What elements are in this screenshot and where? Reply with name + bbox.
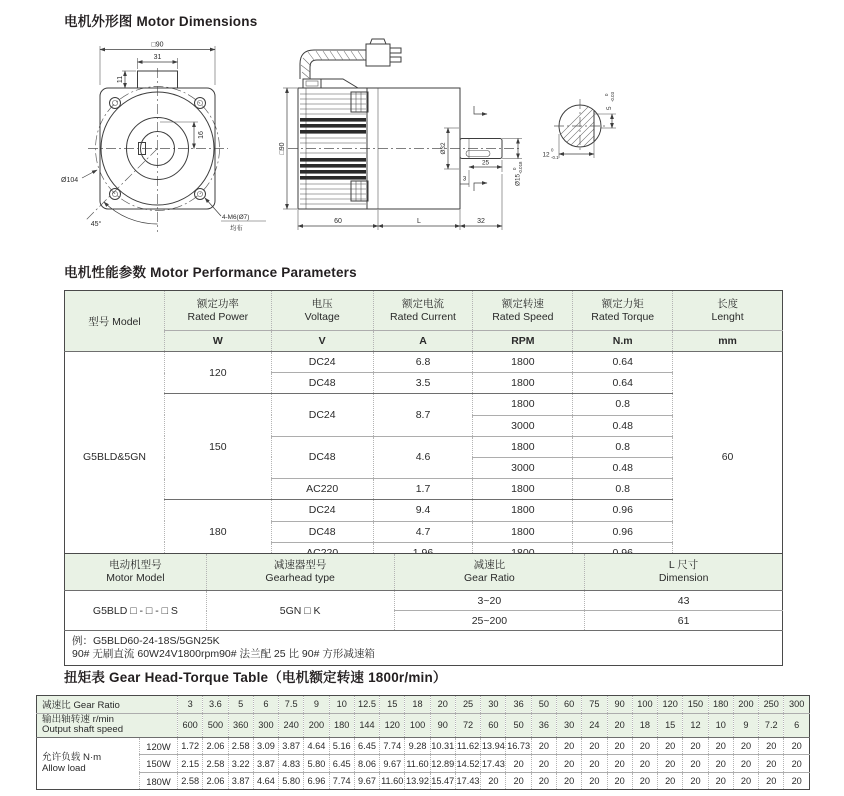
torque-load-cell: 4.64: [253, 772, 278, 790]
torque-load-cell: 20: [733, 755, 758, 773]
torque-load-cell: 20: [683, 737, 708, 755]
note-line-2: 90# 无刷直流 60W24V1800rpm90# 法兰配 25 比 90# 方形减速箱: [72, 648, 375, 660]
note-line-1: 例：G5BLD60-24-18S/5GN25K: [72, 634, 220, 647]
torque-load-cell: 17.43: [455, 772, 480, 790]
dim-label-shaft-len: 25: [481, 159, 490, 167]
dim-label-af-tol-hi: 0: [551, 147, 554, 153]
torque-load-cell: 10.31: [430, 737, 455, 755]
torque-speed-cell: 50: [506, 713, 531, 737]
torque-load-cell: 20: [784, 772, 810, 790]
perf-cell-torque: 0.96: [573, 500, 673, 521]
perf-model-value: G5BLD&5GN: [65, 352, 165, 564]
torque-load-cell: 20: [632, 755, 657, 773]
front-view-drawing: [61, 42, 266, 233]
dim-label-flat-tol-hi: 0: [604, 93, 609, 96]
torque-load-cell: 5.16: [329, 737, 354, 755]
perf-header-rated-power: [164, 291, 271, 331]
torque-load-cell: 20: [556, 755, 581, 773]
torque-ratio-cell: 60: [556, 696, 581, 714]
perf-cell-speed: 1800: [473, 500, 573, 521]
gearhead-ratio-value: 25~200: [394, 611, 585, 631]
torque-ratio-cell: 90: [607, 696, 632, 714]
perf-cell-current: 8.7: [373, 394, 473, 436]
perf-cell-voltage: DC24: [271, 352, 373, 373]
motor-dimensions-drawing: [60, 34, 760, 254]
torque-load-cell: 20: [506, 772, 531, 790]
dim-label-shaft-total: 32: [477, 218, 485, 225]
torque-ratio-cell: 150: [683, 696, 708, 714]
torque-speed-cell: 90: [430, 713, 455, 737]
perf-cell-voltage: DC24: [271, 394, 373, 436]
gearhead-header-dimension: [585, 554, 783, 591]
torque-speed-cell: 240: [279, 713, 304, 737]
torque-speed-cell: 36: [531, 713, 556, 737]
header-zh: 减速器型号: [273, 559, 327, 572]
gearhead-ratio-value: 3~20: [394, 591, 585, 611]
dim-label-box-height: 11: [117, 75, 124, 84]
torque-load-cell: 20: [607, 737, 632, 755]
torque-load-cell: 5.80: [304, 755, 329, 773]
torque-load-cell: 3.22: [228, 755, 253, 773]
torque-ratio-cell: 10: [329, 696, 354, 714]
torque-speed-cell: 60: [481, 713, 506, 737]
torque-load-cell: 20: [708, 755, 733, 773]
torque-load-cell: 6.96: [304, 772, 329, 790]
torque-load-cell: 1.72: [178, 737, 203, 755]
gearhead-dim-value: 61: [585, 611, 783, 631]
torque-ratio-cell: 9: [304, 696, 329, 714]
perf-header-voltage: [271, 291, 373, 331]
torque-row-label-ratio: 减速比 Gear Ratio: [37, 696, 178, 714]
shaft-section-drawing: [542, 91, 632, 160]
torque-power-180w: 180W: [140, 772, 178, 790]
torque-power-150w: 150W: [140, 755, 178, 773]
torque-load-cell: 2.15: [178, 755, 203, 773]
torque-load-cell: 20: [607, 772, 632, 790]
perf-cell-power: 120: [164, 352, 271, 394]
section-title-torque: 扭矩表 Gear Head-Torque Table（电机额定转速 1800r/min）: [64, 670, 447, 685]
header-zh: L 尺寸: [668, 559, 699, 572]
torque-load-cell: 20: [582, 737, 607, 755]
dim-label-af-tol-lo: -0.1: [551, 155, 559, 160]
perf-cell-current: 3.5: [373, 373, 473, 394]
perf-header-rated-current: [373, 291, 473, 331]
dim-label-side-square: □90: [279, 142, 286, 155]
perf-cell-speed: 3000: [473, 457, 573, 478]
header-en: Rated Speed: [492, 310, 554, 323]
torque-ratio-cell: 18: [405, 696, 430, 714]
perf-cell-voltage: AC220: [271, 479, 373, 500]
torque-ratio-cell: 20: [430, 696, 455, 714]
torque-ratio-cell: 25: [455, 696, 480, 714]
torque-load-cell: 11.60: [405, 755, 430, 773]
torque-load-cell: 20: [784, 737, 810, 755]
torque-ratio-cell: 120: [658, 696, 683, 714]
torque-speed-cell: 7.2: [759, 713, 784, 737]
dim-label-angle-45: 45°: [90, 221, 102, 228]
torque-load-cell: 3.87: [279, 737, 304, 755]
torque-load-cell: 9.28: [405, 737, 430, 755]
perf-unit-length: mm: [673, 331, 783, 352]
table-row: [37, 755, 810, 773]
perf-cell-torque: 0.8: [573, 394, 673, 415]
perf-length-value: 60: [673, 352, 783, 564]
torque-speed-cell: 24: [582, 713, 607, 737]
torque-load-cell: 20: [481, 772, 506, 790]
torque-ratio-cell: 250: [759, 696, 784, 714]
dim-label-flat: 5: [606, 106, 613, 110]
gearhead-header-gearhead-type: [206, 554, 394, 591]
table-row: [65, 352, 783, 373]
torque-load-cell: 9.67: [354, 772, 379, 790]
torque-ratio-cell: 6: [253, 696, 278, 714]
torque-load-cell: 4.64: [304, 737, 329, 755]
torque-load-cell: 20: [531, 772, 556, 790]
section-title-motor-dimensions: 电机外形图 Motor Dimensions: [64, 14, 258, 29]
dim-label-step: 3: [462, 175, 467, 183]
torque-speed-cell: 6: [784, 713, 810, 737]
torque-load-cell: 20: [607, 755, 632, 773]
torque-speed-cell: 300: [253, 713, 278, 737]
dim-label-boss-dia: Ø32: [440, 142, 447, 155]
torque-load-cell: 20: [708, 772, 733, 790]
torque-load-cell: 9.67: [380, 755, 405, 773]
torque-load-cell: 2.06: [203, 772, 228, 790]
torque-load-cell: 20: [759, 755, 784, 773]
header-zh: 电动机型号: [109, 559, 162, 572]
torque-ratio-cell: 50: [531, 696, 556, 714]
torque-speed-cell: 9: [733, 713, 758, 737]
header-en: Rated Current: [390, 310, 456, 323]
header-zh: 长度: [717, 297, 739, 310]
perf-cell-torque: 0.48: [573, 457, 673, 478]
torque-load-cell: 20: [658, 772, 683, 790]
perf-cell-current: 6.8: [373, 352, 473, 373]
torque-speed-cell: 360: [228, 713, 253, 737]
table-row: [37, 737, 810, 755]
torque-load-cell: 20: [582, 755, 607, 773]
dim-label-across-flat: 12: [542, 151, 550, 159]
perf-cell-torque: 0.48: [573, 415, 673, 436]
torque-ratio-cell: 200: [733, 696, 758, 714]
perf-cell-voltage: DC48: [271, 373, 373, 394]
perf-header-rated-torque: [573, 291, 673, 331]
perf-cell-speed: 1800: [473, 521, 573, 542]
header-zh: 额定转速: [501, 297, 544, 310]
table-row: [65, 331, 783, 352]
torque-speed-cell: 30: [556, 713, 581, 737]
torque-load-cell: 7.74: [329, 772, 354, 790]
torque-load-cell: 5.80: [279, 772, 304, 790]
perf-unit-current: A: [373, 331, 473, 352]
perf-cell-power: 150: [164, 394, 271, 500]
torque-ratio-cell: 75: [582, 696, 607, 714]
dim-label-box-width: 31: [153, 54, 162, 61]
torque-load-cell: 20: [784, 755, 810, 773]
torque-load-cell: 6.45: [329, 755, 354, 773]
torque-ratio-cell: 180: [708, 696, 733, 714]
perf-cell-torque: 0.8: [573, 436, 673, 457]
table-row: [37, 713, 810, 737]
perf-unit-power: W: [164, 331, 271, 352]
torque-speed-cell: 10: [708, 713, 733, 737]
torque-speed-cell: 72: [455, 713, 480, 737]
torque-load-cell: 3.87: [253, 755, 278, 773]
header-en: Voltage: [304, 310, 340, 323]
header-en: Motor Model: [106, 572, 165, 584]
perf-cell-voltage: DC48: [271, 436, 373, 478]
perf-cell-speed: 1800: [473, 352, 573, 373]
header-zh: 额定电流: [402, 297, 445, 310]
dim-label-shaft-dia: Ø15: [514, 173, 522, 186]
perf-header-length: [673, 291, 783, 331]
torque-load-cell: 20: [683, 755, 708, 773]
torque-ratio-cell: 12.5: [354, 696, 379, 714]
table-row: [65, 631, 783, 666]
torque-ratio-cell: 100: [632, 696, 657, 714]
perf-cell-speed: 1800: [473, 373, 573, 394]
dim-label-shaft-offset: 16: [198, 131, 205, 139]
perf-cell-current: 9.4: [373, 500, 473, 521]
torque-load-cell: 20: [658, 737, 683, 755]
label-en: Allow load: [42, 762, 86, 774]
torque-load-cell: 2.58: [228, 737, 253, 755]
torque-speed-cell: 100: [405, 713, 430, 737]
perf-cell-current: 1.7: [373, 479, 473, 500]
dim-label-motor-len: 60: [334, 218, 342, 225]
perf-cell-torque: 0.96: [573, 521, 673, 542]
torque-load-cell: 3.87: [228, 772, 253, 790]
torque-load-cell: 20: [733, 737, 758, 755]
torque-speed-cell: 500: [203, 713, 228, 737]
header-zh: 减速比: [473, 559, 506, 572]
perf-cell-power: 180: [164, 500, 271, 564]
torque-load-cell: 20: [582, 772, 607, 790]
torque-load-cell: 20: [759, 772, 784, 790]
torque-ratio-cell: 7.5: [279, 696, 304, 714]
perf-header-rated-speed: [473, 291, 573, 331]
torque-load-cell: 17.43: [481, 755, 506, 773]
gearhead-dim-value: 43: [585, 591, 783, 611]
table-row: [37, 696, 810, 714]
torque-load-cell: 13.94: [481, 737, 506, 755]
dim-label-shaft-dia-tol-lo: -0.018: [518, 161, 523, 174]
label-en: Output shaft speed: [42, 724, 124, 736]
torque-load-cell: 3.09: [253, 737, 278, 755]
header-en: Lenght: [711, 310, 744, 323]
perf-cell-torque: 0.64: [573, 352, 673, 373]
gear-head-torque-table: [36, 695, 810, 790]
table-row: [65, 554, 783, 591]
perf-cell-current: 4.6: [373, 436, 473, 478]
perf-header-model: 型号 Model: [65, 291, 165, 352]
torque-load-cell: 20: [632, 772, 657, 790]
label-zh: 允许负载 N·m: [42, 751, 102, 763]
motor-performance-table: [64, 290, 783, 564]
torque-load-cell: 2.58: [178, 772, 203, 790]
gearhead-header-motor-model: [65, 554, 207, 591]
torque-load-cell: 20: [506, 755, 531, 773]
torque-ratio-cell: 36: [506, 696, 531, 714]
perf-unit-voltage: V: [271, 331, 373, 352]
perf-cell-speed: 1800: [473, 479, 573, 500]
torque-load-cell: 20: [556, 737, 581, 755]
dim-label-bolt-note2: 均布: [230, 225, 243, 232]
torque-load-cell: 20: [531, 755, 556, 773]
torque-ratio-cell: 5: [228, 696, 253, 714]
torque-speed-cell: 15: [658, 713, 683, 737]
torque-load-cell: 20: [556, 772, 581, 790]
torque-load-cell: 12.89: [430, 755, 455, 773]
header-en: Gearhead type: [265, 572, 335, 584]
torque-speed-cell: 600: [178, 713, 203, 737]
torque-load-cell: 7.74: [380, 737, 405, 755]
header-zh: 电压: [311, 297, 333, 310]
perf-unit-speed: RPM: [473, 331, 573, 352]
torque-load-cell: 11.62: [455, 737, 480, 755]
torque-load-cell: 20: [531, 737, 556, 755]
dim-label-flat-tol-lo: -0.03: [610, 91, 615, 102]
header-zh: 额定力矩: [601, 297, 644, 310]
side-view-drawing: [279, 39, 523, 230]
gearhead-type-value: 5GN □ K: [206, 591, 394, 631]
torque-speed-cell: 200: [304, 713, 329, 737]
torque-speed-cell: 180: [329, 713, 354, 737]
torque-load-cell: 16.73: [506, 737, 531, 755]
dim-label-shaft-dia-tol-hi: 0: [512, 167, 517, 170]
torque-ratio-cell: 300: [784, 696, 810, 714]
torque-load-cell: 14.52: [455, 755, 480, 773]
torque-load-cell: 20: [683, 772, 708, 790]
dim-label-gearbox-len: L: [417, 218, 421, 225]
gearhead-model-table: [64, 553, 783, 666]
header-en: Gear Ratio: [463, 572, 515, 584]
torque-load-cell: 20: [658, 755, 683, 773]
perf-cell-speed: 3000: [473, 415, 573, 436]
torque-speed-cell: 20: [607, 713, 632, 737]
section-title-performance: 电机性能参数 Motor Performance Parameters: [64, 265, 357, 280]
torque-speed-cell: 144: [354, 713, 379, 737]
perf-cell-torque: 0.64: [573, 373, 673, 394]
torque-power-120w: 120W: [140, 737, 178, 755]
header-en: Rated Torque: [591, 310, 655, 323]
header-zh: 额定功率: [196, 297, 239, 310]
torque-ratio-cell: 15: [380, 696, 405, 714]
label-zh: 输出轴转速 r/min: [42, 713, 114, 725]
torque-ratio-cell: 30: [481, 696, 506, 714]
perf-cell-current: 4.7: [373, 521, 473, 542]
torque-load-cell: 13.92: [405, 772, 430, 790]
torque-load-cell: 2.58: [203, 755, 228, 773]
table-row: [65, 291, 783, 331]
torque-load-cell: 20: [632, 737, 657, 755]
torque-load-cell: 4.83: [279, 755, 304, 773]
perf-cell-speed: 1800: [473, 436, 573, 457]
torque-speed-cell: 120: [380, 713, 405, 737]
torque-speed-cell: 18: [632, 713, 657, 737]
torque-load-cell: 8.06: [354, 755, 379, 773]
torque-row-label-speed: [37, 713, 178, 737]
dim-label-bolt-note: 4-M6(Ø7): [222, 214, 250, 221]
dim-label-bolt-circle: Ø104: [61, 177, 79, 184]
gearhead-header-gear-ratio: [394, 554, 585, 591]
torque-load-cell: 11.60: [380, 772, 405, 790]
header-en: Rated Power: [187, 310, 249, 323]
perf-cell-voltage: DC24: [271, 500, 373, 521]
torque-row-label-load: [37, 737, 140, 790]
table-row: [65, 591, 783, 611]
torque-speed-cell: 12: [683, 713, 708, 737]
torque-load-cell: 20: [708, 737, 733, 755]
torque-load-cell: 20: [759, 737, 784, 755]
perf-unit-torque: N.m: [573, 331, 673, 352]
dim-label-front-square: □90: [151, 41, 164, 49]
torque-ratio-cell: 3.6: [203, 696, 228, 714]
table-row: [37, 772, 810, 790]
gearhead-motor-model-value: G5BLD □ - □ - □ S: [65, 591, 207, 631]
perf-cell-speed: 1800: [473, 394, 573, 415]
perf-cell-voltage: DC48: [271, 521, 373, 542]
torque-load-cell: 20: [733, 772, 758, 790]
torque-load-cell: 6.45: [354, 737, 379, 755]
header-en: Dimension: [658, 572, 709, 584]
torque-ratio-cell: 3: [178, 696, 203, 714]
perf-cell-torque: 0.8: [573, 479, 673, 500]
gearhead-example-note: [65, 631, 783, 666]
torque-load-cell: 15.47: [430, 772, 455, 790]
torque-load-cell: 2.06: [203, 737, 228, 755]
